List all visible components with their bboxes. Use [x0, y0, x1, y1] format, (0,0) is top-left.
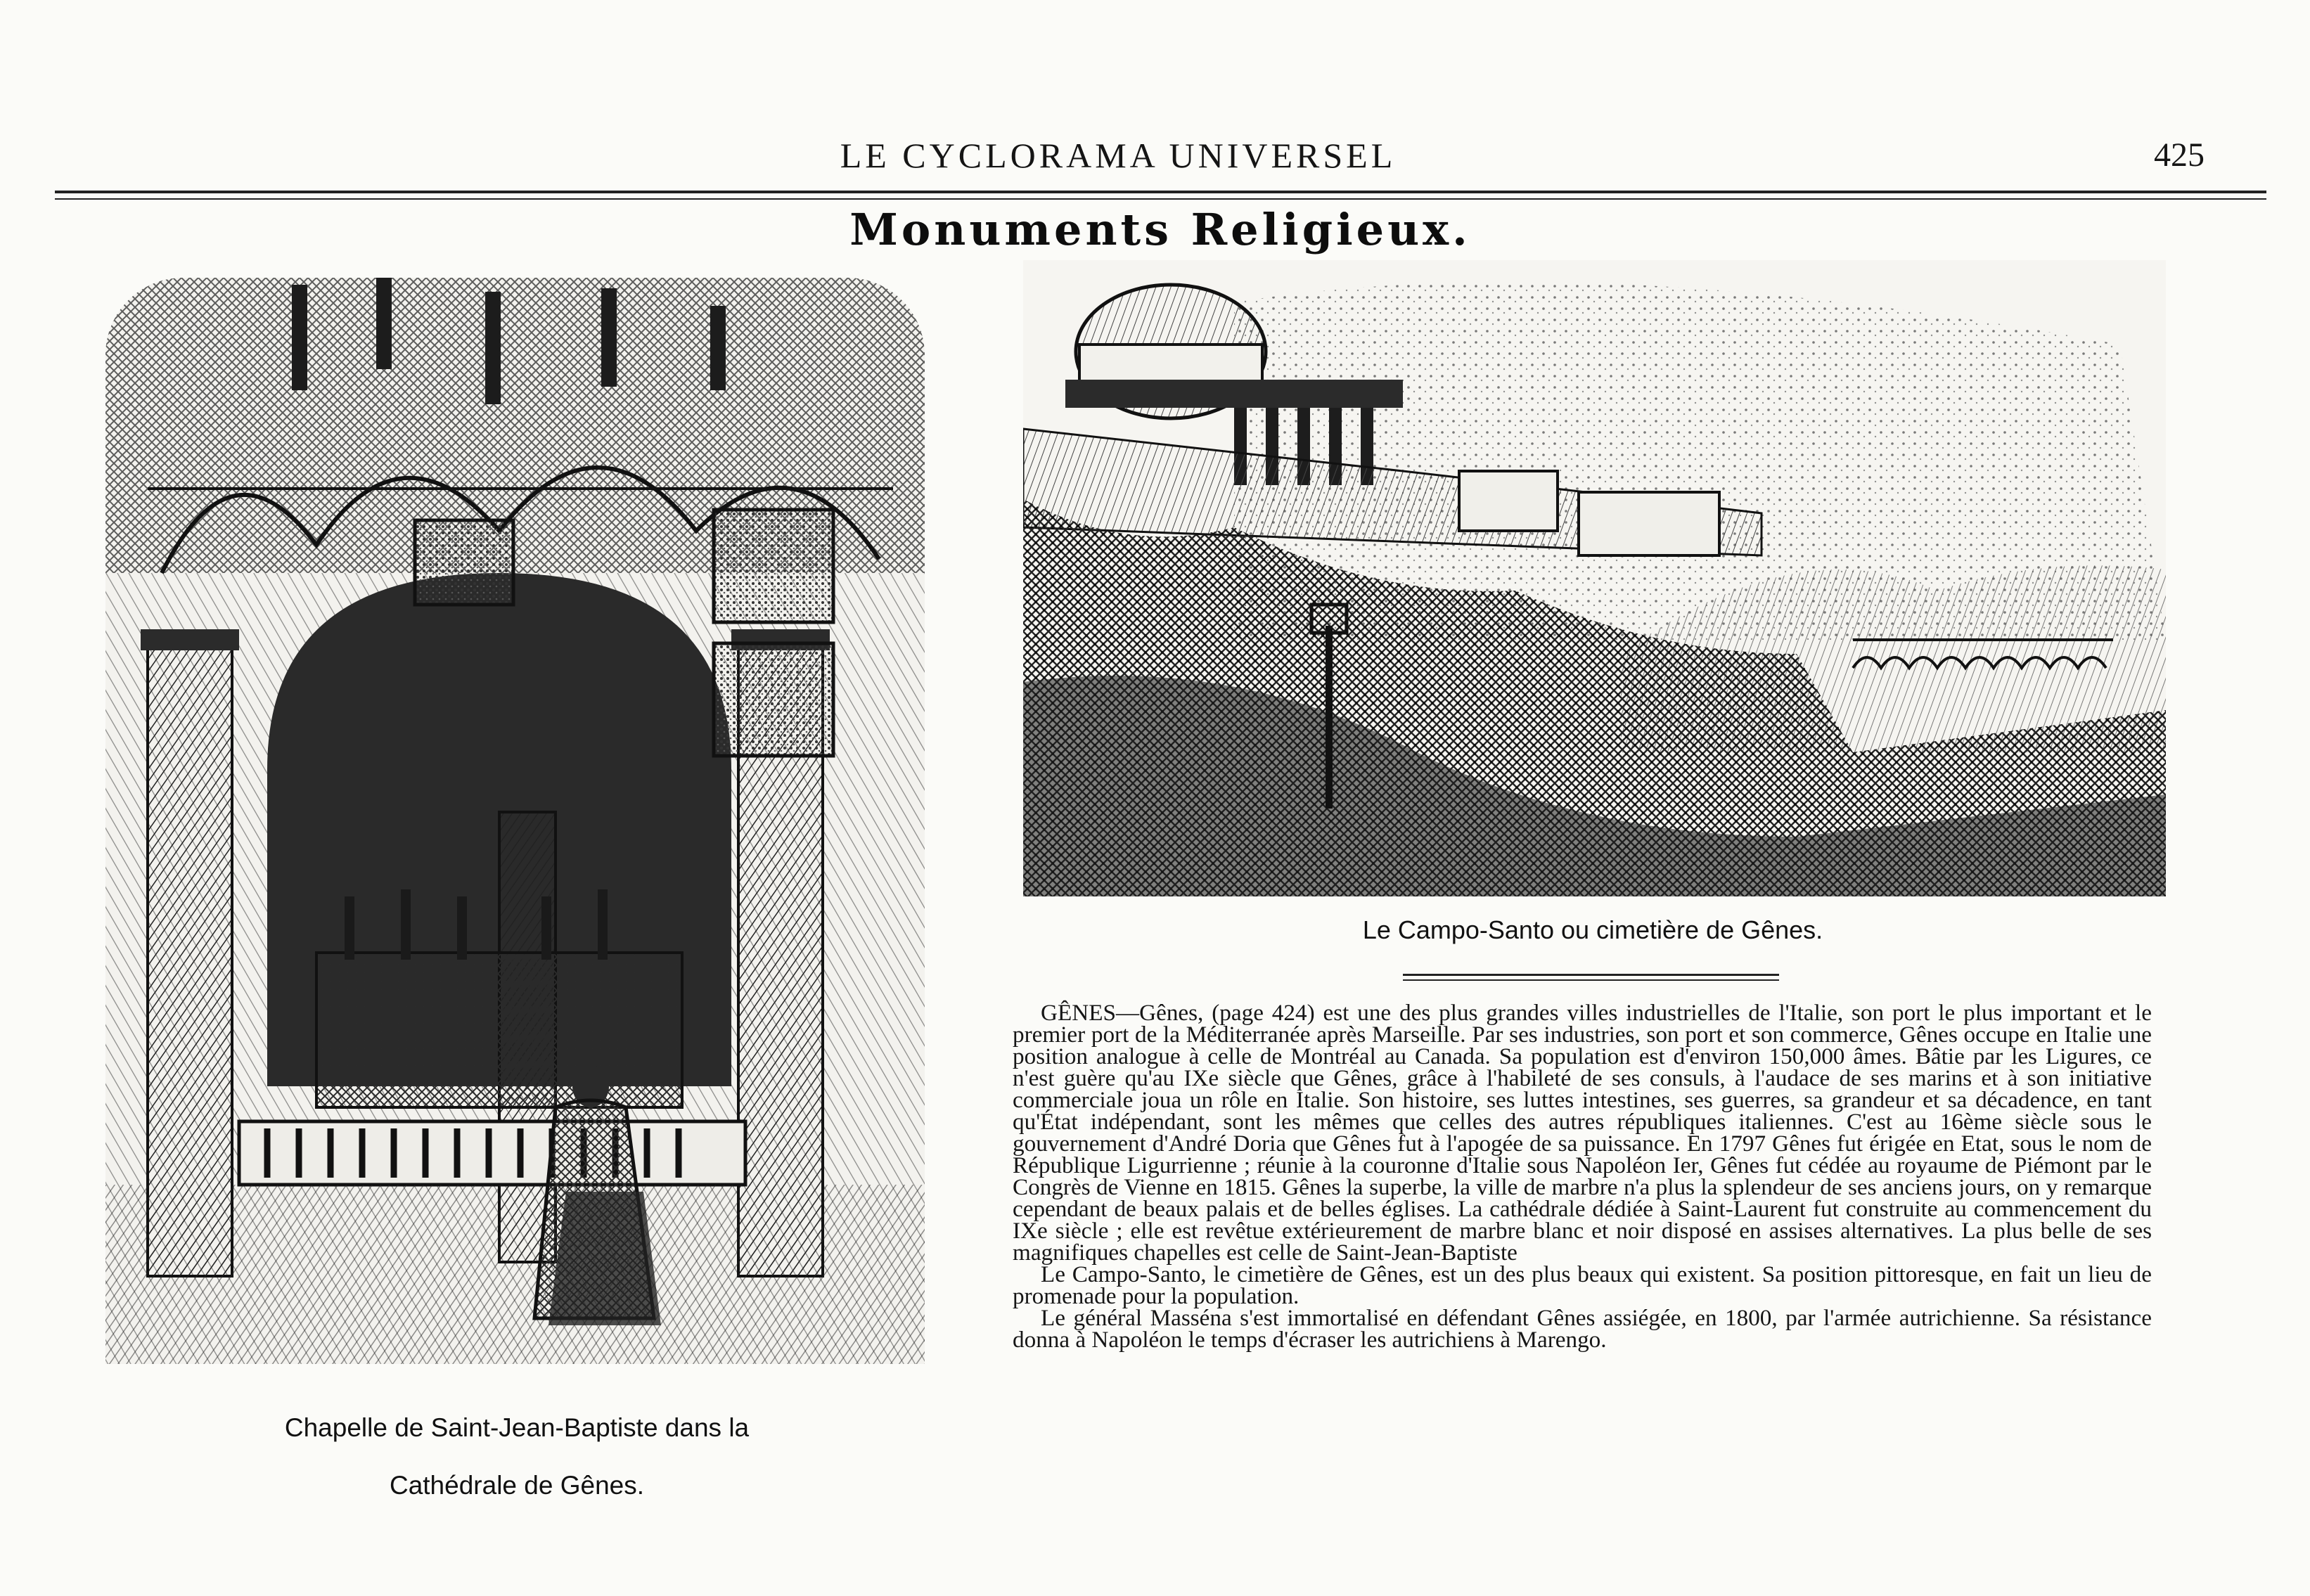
article-paragraph: Le général Masséna s'est immortalisé en défendant Gênes assiégée, en 1800, par l'armée autrichienne. Sa résistance donna à Napoléon le temps d'écraser les autrichiens à Marengo. — [1013, 1305, 2152, 1353]
article-paragraph: GÊNES—Gênes, (page 424) est une des plus grandes villes industrielles de l'Italie, son port le plus important et le premier port de la Méditerranée après Marseille. Par ses industries, son port et son commerce, Gênes occupe en Italie une position analogue à celle de Montréal au Canada. Sa population est d'environ 150,000 âmes. Bâtie par les Ligures, ce n'est guère qu'au IXe siècle que Gênes, grâce à l'habileté de ses consuls, à l'audace de ses marins et à son initiative commerciale joua un rôle en Italie. Son histoire, ses luttes intestines, ses guerres, sa grandeur et sa décadence, en tant qu'État indépendant, sont les mêmes que celles des autres républiques italiennes. C'est au 16ème siècle sous le gouvernement d'André Doria que Gênes fut à l'apogée de sa puissance. En 1797 Gênes fut érigée en Etat, sous le nom de République Ligurrienne ; réunie à la couronne d'Italie sous Napoléon Ier, Gênes fut cédée au royaume de Piémont par le Congrès de Vienne en 1815. Gênes la superbe, la ville de marbre n'a plus la splendeur de ses anciens jours, on y remarque cependant de beaux palais et de belles églises. La cathédrale dédiée à Saint-Laurent fut construite au commencement du IXe siècle ; elle est revêtue extérieurement de marbre blanc et noir disposé en assises alternatives. La plus belle de ses magnifiques chapelles est celle de Saint-Jean-Baptiste — [1013, 1000, 2152, 1266]
running-title: LE CYCLORAMA UNIVERSEL — [840, 136, 1397, 175]
chapel-caption — [172, 1399, 861, 1514]
caption-rule-thick — [1403, 974, 1779, 976]
article-paragraph: Le Campo-Santo, le cimetière de Gênes, est un des plus beaux qui existent. Sa position pittoresque, en fait un lieu de promenade pour la population. — [1013, 1261, 2152, 1309]
running-head — [0, 131, 2310, 180]
section-title: Monuments Religieux. — [849, 204, 1471, 255]
campo-santo-engraving — [1023, 260, 2166, 896]
article-body — [1013, 1002, 2152, 1351]
caption-rule-thin — [1403, 979, 1779, 981]
header-rule-thick — [55, 191, 2266, 193]
campo-santo-caption: Le Campo-Santo ou cimetière de Gênes. — [1362, 915, 1823, 944]
chapel-caption-line-1: Chapelle de Saint-Jean-Baptiste dans la — [284, 1413, 750, 1442]
header-rule-thin — [55, 198, 2266, 200]
chapel-caption-line-2: Cathédrale de Gênes. — [389, 1471, 644, 1500]
page-number: 425 — [2154, 136, 2205, 174]
chapel-engraving — [105, 278, 925, 1364]
